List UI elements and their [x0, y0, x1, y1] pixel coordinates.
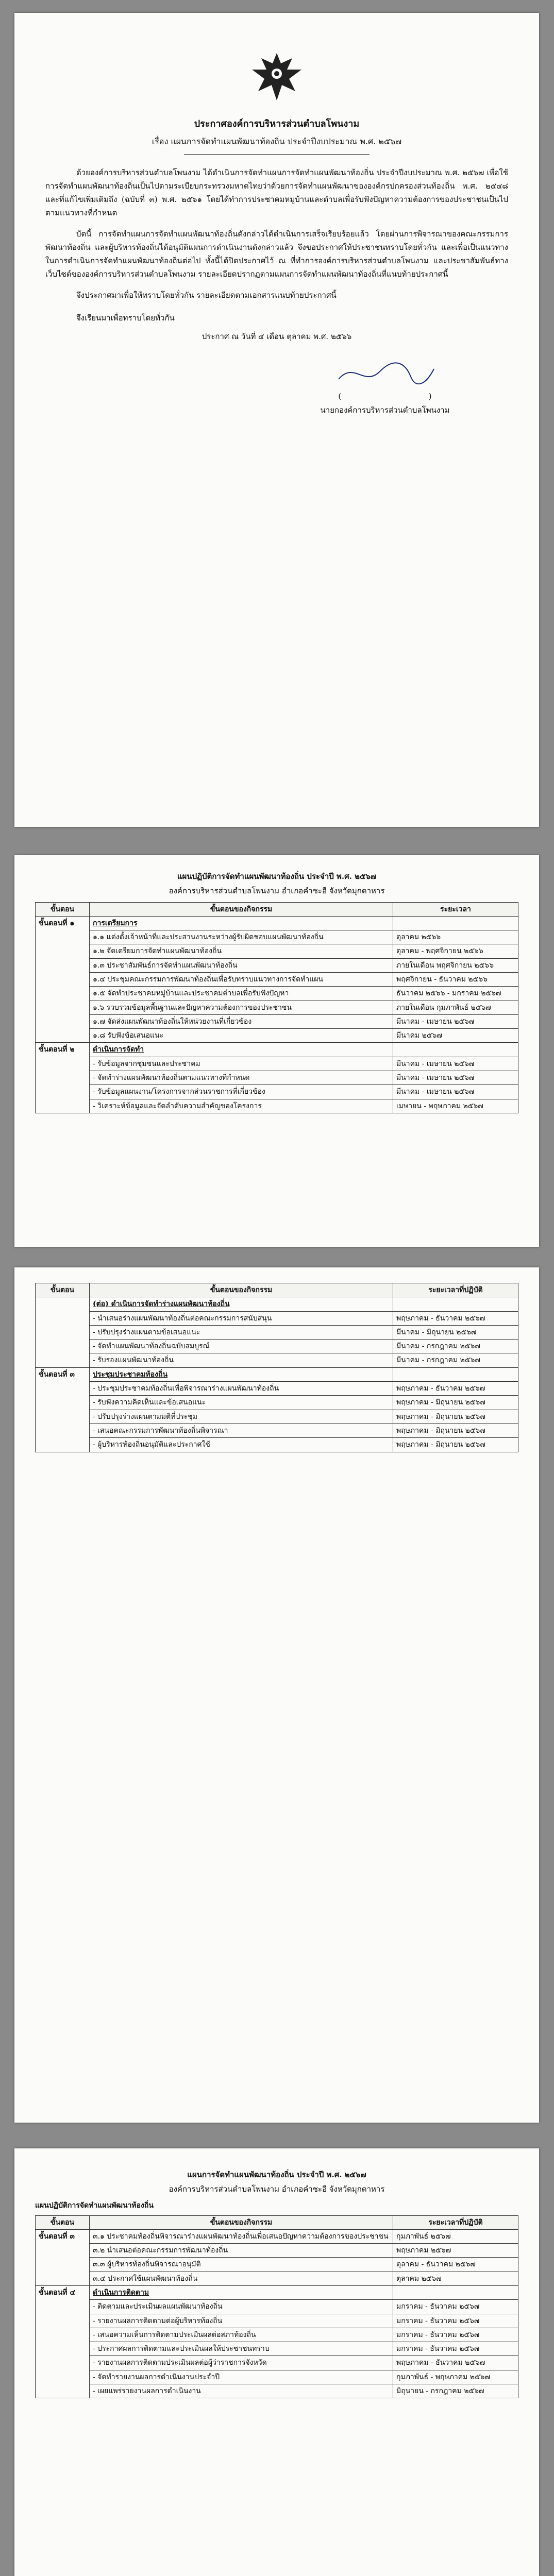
table-row: [36, 1410, 518, 1423]
activity-cell: ๑.๒ จัดเตรียมการจัดทำแผนพัฒนาท้องถิ่น: [90, 944, 393, 958]
table-row: [36, 1353, 518, 1367]
plan-page-2: [14, 1267, 539, 2123]
group-heading-text: ดำเนินการจัดทำ: [93, 1045, 144, 1054]
activity-cell: - จัดทำร่างแผนพัฒนาท้องถิ่นตามแนวทางที่กำหนด: [90, 1071, 393, 1085]
col-activity: ขั้นตอนของกิจกรรม: [90, 1283, 393, 1297]
period-cell: มกราคม - ธันวาคม ๒๕๖๗: [393, 2342, 518, 2356]
col-step: ขั้นตอน: [36, 2215, 90, 2229]
group-heading: [90, 1043, 393, 1057]
table-row: [36, 2370, 518, 2384]
period-cell: มกราคม - ธันวาคม ๒๕๖๗: [393, 2300, 518, 2314]
period-cell: พฤษภาคม - ธันวาคม ๒๕๖๗: [393, 2356, 518, 2370]
table-row: [36, 2356, 518, 2370]
paragraph: จึงประกาศมาเพื่อให้ทราบโดยทั่วกัน รายละเอียดตามเอกสารแนบท้ายประกาศนี้: [76, 290, 337, 300]
group-heading-text: การเตรียมการ: [93, 919, 138, 927]
announcement-subject: เรื่อง แผนการจัดทำแผนพัฒนาท้องถิ่น ประจำปีงบประมาณ พ.ศ. ๒๕๖๗: [152, 136, 402, 146]
period-cell: [393, 2285, 518, 2299]
activity-cell: - ประกาศผลการติดตามและประเมินผลให้ประชาชนทราบ: [90, 2342, 393, 2356]
table-row: [36, 2229, 518, 2243]
plan-subtitle: องค์การบริหารส่วนตำบลโพนงาม อำเภอคำชะอี จังหวัดมุกดาหาร: [169, 886, 385, 896]
col-step: ขั้นตอน: [36, 902, 90, 916]
table-row: [36, 1325, 518, 1339]
period-cell: มีนาคม - มิถุนายน ๒๕๖๗: [393, 1325, 518, 1339]
activity-cell: ๓.๑ ประชาคมท้องถิ่นพิจารณาร่างแผนพัฒนาท้องถิ่นเพื่อเสนอปัญหาความต้องการของประชาชน: [90, 2229, 393, 2243]
period-cell: พฤษภาคม - ธันวาคม ๒๕๖๗: [393, 1382, 518, 1396]
activity-cell: - เสนอคณะกรรมการพัฒนาท้องถิ่นพิจารณา: [90, 1423, 393, 1437]
table-row: [36, 2328, 518, 2342]
table-row: [36, 2384, 518, 2398]
table-row: [36, 987, 518, 1001]
activity-cell: - เสนอความเห็นการติดตามประเมินผลต่อสภาท้องถิ่น: [90, 2328, 393, 2342]
step-label: ขั้นตอนที่ ๓: [36, 1367, 90, 1452]
col-period: ระยะเวลาที่ปฏิบัติ: [393, 2215, 518, 2229]
paragraph: บัดนี้ การจัดทำแผนการจัดทำแผนพัฒนาท้องถิ่นดังกล่าวได้ดำเนินการเสร็จเรียบร้อยแล้ว โดยผ่านการพิจารณาของคณะกรรมการพัฒนาท้องถิ่น และผู้บริหารท้องถิ่นได้อนุมัติแผนการดำเนินงานดังกล่าวแล้ว จึงขอประกาศให้ประชาชนทราบโดยทั่วกัน และเพื่อเป็นแนวทางในการดำเนินการจัดทำแผนพัฒนาท้องถิ่นต่อไป ทั้งนี้ได้ปิดประกาศไว้ ณ ที่ทำการองค์การบริหารส่วนตำบลโพนงาม และประชาสัมพันธ์ทางเว็บไซต์ขององค์การบริหารส่วนตำบลโพนงาม รายละเอียดปรากฏตามแผนการจัดทำแผนพัฒนาท้องถิ่นที่แนบท้ายประกาศนี้: [45, 229, 508, 279]
plan-table: [35, 1283, 518, 1452]
table-row: [36, 2258, 518, 2272]
period-cell: มีนาคม - เมษายน ๒๕๖๗: [393, 1014, 518, 1028]
signature-block: [262, 359, 508, 417]
activity-cell: - รับฟังความคิดเห็นและข้อเสนอแนะ: [90, 1396, 393, 1410]
table-row: [36, 2244, 518, 2258]
activity-cell: - รับข้อมูลจากชุมชนและประชาคม: [90, 1057, 393, 1071]
activity-cell: - รายงานผลการติดตามประเมินผลต่อผู้ว่าราชการจังหวัด: [90, 2356, 393, 2370]
step-label: ขั้นตอนที่ ๔: [36, 2285, 90, 2398]
activity-cell: - นำเสนอร่างแผนพัฒนาท้องถิ่นต่อคณะกรรมการสนับสนุน: [90, 1311, 393, 1325]
step-label: ขั้นตอนที่ ๑: [36, 916, 90, 1043]
announcement-date: ประกาศ ณ วันที่ ๔ เดือน ตุลาคม พ.ศ. ๒๕๖๖: [202, 332, 352, 341]
activity-cell: - ประชุมประชาคมท้องถิ่นเพื่อพิจารณาร่างแผนพัฒนาท้องถิ่น: [90, 1382, 393, 1396]
period-cell: มีนาคม - กรกฎาคม ๒๕๖๗: [393, 1340, 518, 1353]
plan2-label: แผนปฏิบัติการจัดทำแผนพัฒนาท้องถิ่น: [35, 2201, 154, 2210]
period-cell: มิถุนายน - กรกฎาคม ๒๕๖๗: [393, 2384, 518, 2398]
activity-cell: - รายงานผลการติดตามต่อผู้บริหารท้องถิ่น: [90, 2314, 393, 2328]
period-cell: มกราคม - ธันวาคม ๒๕๖๗: [393, 2328, 518, 2342]
period-cell: กุมภาพันธ์ ๒๕๖๗: [393, 2229, 518, 2243]
period-cell: [393, 1297, 518, 1311]
period-cell: พฤศจิกายน - ธันวาคม ๒๕๖๖: [393, 972, 518, 986]
period-cell: ภายในเดือน พฤศจิกายน ๒๕๖๖: [393, 958, 518, 972]
table-row: [36, 1071, 518, 1085]
period-cell: มีนาคม - เมษายน ๒๕๖๗: [393, 1057, 518, 1071]
activity-cell: ๓.๒ นำเสนอต่อคณะกรรมการพัฒนาท้องถิ่น: [90, 2244, 393, 2258]
period-cell: ตุลาคม ๒๕๖๖: [393, 930, 518, 944]
table-row: [36, 1014, 518, 1028]
period-cell: พฤษภาคม - ธันวาคม ๒๕๖๗: [393, 1311, 518, 1325]
period-cell: มีนาคม - เมษายน ๒๕๖๗: [393, 1071, 518, 1085]
signer-name: ( ): [338, 392, 432, 401]
period-cell: พฤษภาคม - มิถุนายน ๒๕๖๗: [393, 1438, 518, 1452]
period-cell: ตุลาคม ๒๕๖๗: [393, 2272, 518, 2285]
period-cell: พฤษภาคม - มิถุนายน ๒๕๖๗: [393, 1423, 518, 1437]
activity-cell: ๑.๑ แต่งตั้งเจ้าหน้าที่และประสานงานระหว่างผู้รับผิดชอบแผนพัฒนาท้องถิ่น: [90, 930, 393, 944]
table-row: [36, 2285, 518, 2299]
table-row: [36, 944, 518, 958]
step-label: [36, 1297, 90, 1367]
garuda-emblem-icon: [246, 49, 308, 106]
activity-cell: - จัดทำแผนพัฒนาท้องถิ่นฉบับสมบูรณ์: [90, 1340, 393, 1353]
plan-title: แผนปฏิบัติการจัดทำแผนพัฒนาท้องถิ่น ประจำปี พ.ศ. ๒๕๖๗: [177, 872, 377, 881]
activity-cell: ๓.๔ ประกาศใช้แผนพัฒนาท้องถิ่น: [90, 2272, 393, 2285]
col-period: ระยะเวลา: [393, 902, 518, 916]
col-activity: ขั้นตอนของกิจกรรม: [90, 902, 393, 916]
period-cell: มกราคม - ธันวาคม ๒๕๖๗: [393, 2314, 518, 2328]
col-step: ขั้นตอน: [36, 1283, 90, 1297]
step-label: ขั้นตอนที่ ๓: [36, 2229, 90, 2285]
period-cell: มีนาคม - กรกฎาคม ๒๕๖๗: [393, 1353, 518, 1367]
table-row: [36, 1340, 518, 1353]
period-cell: ตุลาคม - พฤศจิกายน ๒๕๖๖: [393, 944, 518, 958]
table-row: [36, 1029, 518, 1043]
activity-cell: ๑.๓ ประชาสัมพันธ์การจัดทำแผนพัฒนาท้องถิ่น: [90, 958, 393, 972]
table-row: [36, 972, 518, 986]
group-heading: [90, 916, 393, 930]
table-row: [36, 930, 518, 944]
period-cell: มีนาคม - เมษายน ๒๕๖๗: [393, 1085, 518, 1099]
group-heading-text: ประชุมประชาคมท้องถิ่น: [93, 1370, 168, 1379]
period-cell: [393, 1367, 518, 1381]
group-heading-text: ดำเนินการติดตาม: [93, 2288, 149, 2297]
announcement-org: ประกาศองค์การบริหารส่วนตำบลโพนงาม: [194, 118, 360, 129]
activity-cell: ๑.๘ รับฟังข้อเสนอแนะ: [90, 1029, 393, 1043]
plan2-title: แผนการจัดทำแผนพัฒนาท้องถิ่น ประจำปี พ.ศ. ๒๕๖๗: [187, 2170, 366, 2179]
period-cell: มีนาคม ๒๕๖๗: [393, 1029, 518, 1043]
table-row: [36, 2342, 518, 2356]
signer-title: นายกองค์การบริหารส่วนตำบลโพนงาม: [320, 405, 450, 415]
activity-cell: ๑.๖ รวบรวมข้อมูลพื้นฐานและปัญหาความต้องการของประชาชน: [90, 1001, 393, 1014]
group-heading: [90, 1297, 393, 1311]
activity-cell: - ติดตามและประเมินผลแผนพัฒนาท้องถิ่น: [90, 2300, 393, 2314]
activity-cell: ๑.๕ จัดทำประชาคมหมู่บ้านและประชาคมตำบลเพื่อรับฟังปัญหา: [90, 987, 393, 1001]
group-heading: [90, 2285, 393, 2299]
table-row: [36, 1311, 518, 1325]
activity-cell: - รับรองแผนพัฒนาท้องถิ่น: [90, 1353, 393, 1367]
table-row: [36, 1396, 518, 1410]
table-row: [36, 1099, 518, 1113]
activity-cell: - จัดทำรายงานผลการดำเนินงานประจำปี: [90, 2370, 393, 2384]
period-cell: พฤษภาคม - มิถุนายน ๒๕๖๗: [393, 1410, 518, 1423]
closing-notice: จึงเรียนมาเพื่อทราบโดยทั่วกัน: [76, 313, 175, 323]
period-cell: เมษายน - พฤษภาคม ๒๕๖๗: [393, 1099, 518, 1113]
table-row: [36, 1297, 518, 1311]
step-label: ขั้นตอนที่ ๒: [36, 1043, 90, 1113]
activity-cell: ๑.๔ ประชุมคณะกรรมการพัฒนาท้องถิ่นเพื่อรับทราบแนวทางการจัดทำแผน: [90, 972, 393, 986]
plan-page-1: [14, 855, 539, 1247]
activity-cell: - รับข้อมูลแผนงาน/โครงการจากส่วนราชการที่เกี่ยวข้อง: [90, 1085, 393, 1099]
activity-cell: - วิเคราะห์ข้อมูลและจัดลำดับความสำคัญของโครงการ: [90, 1099, 393, 1113]
paragraph: ด้วยองค์การบริหารส่วนตำบลโพนงาม ได้ดำเนินการจัดทำแผนการจัดทำแผนพัฒนาท้องถิ่น ประจำปีงบประมาณ พ.ศ. ๒๕๖๗ เพื่อใช้การจัดทำแผนพัฒนาท้องถิ่นเป็นไปตามระเบียบกระทรวงมหาดไทยว่าด้วยการจัดทำแผนพัฒนาขององค์กรปกครองส่วนท้องถิ่น พ.ศ. ๒๕๔๘ และที่แก้ไขเพิ่มเติมถึง (ฉบับที่ ๓) พ.ศ. ๒๕๖๑ โดยได้ทำการประชาคมหมู่บ้านและตำบลเพื่อรับฟังปัญหาความต้องการของประชาชนเป็นไปตามแนวทางที่กำหนด: [45, 167, 508, 218]
table-row: [36, 1001, 518, 1014]
period-cell: พฤษภาคม ๒๕๖๗: [393, 2244, 518, 2258]
group-heading: [90, 1367, 393, 1381]
activity-cell: ๓.๓ ผู้บริหารท้องถิ่นพิจารณาอนุมัติ: [90, 2258, 393, 2272]
plan-page-3: [14, 2148, 539, 2576]
activity-cell: - ปรับปรุงร่างแผนตามข้อเสนอแนะ: [90, 1325, 393, 1339]
plan2-subtitle: องค์การบริหารส่วนตำบลโพนงาม อำเภอคำชะอี จังหวัดมุกดาหาร: [169, 2184, 385, 2194]
table-row: [36, 1382, 518, 1396]
table-row: [36, 958, 518, 972]
announcement-page: [14, 13, 539, 827]
plan-table: [35, 2215, 518, 2399]
table-row: [36, 1043, 518, 1057]
table-row: [36, 1085, 518, 1099]
activity-cell: - ปรับปรุงร่างแผนตามมติที่ประชุม: [90, 1410, 393, 1423]
table-row: [36, 2272, 518, 2285]
signature-icon: [333, 359, 437, 389]
table-row: [36, 1367, 518, 1381]
group-heading-text: (ต่อ) ดำเนินการจัดทำร่างแผนพัฒนาท้องถิ่น: [93, 1300, 230, 1309]
table-row: [36, 1438, 518, 1452]
table-row: [36, 916, 518, 930]
col-activity: ขั้นตอนของกิจกรรม: [90, 2215, 393, 2229]
period-cell: ตุลาคม - ธันวาคม ๒๕๖๗: [393, 2258, 518, 2272]
table-row: [36, 1057, 518, 1071]
period-cell: [393, 916, 518, 930]
table-row: [36, 2300, 518, 2314]
activity-cell: - ผู้บริหารท้องถิ่นอนุมัติและประกาศใช้: [90, 1438, 393, 1452]
period-cell: ภายในเดือน กุมภาพันธ์ ๒๕๖๗: [393, 1001, 518, 1014]
plan-table: [35, 902, 518, 1113]
table-row: [36, 2314, 518, 2328]
period-cell: พฤษภาคม - มิถุนายน ๒๕๖๗: [393, 1396, 518, 1410]
divider: [184, 154, 369, 155]
period-cell: ธันวาคม ๒๕๖๖ - มกราคม ๒๕๖๗: [393, 987, 518, 1001]
period-cell: กุมภาพันธ์ - พฤษภาคม ๒๕๖๗: [393, 2370, 518, 2384]
table-row: [36, 1423, 518, 1437]
activity-cell: - เผยแพร่รายงานผลการดำเนินงาน: [90, 2384, 393, 2398]
activity-cell: ๑.๗ จัดส่งแผนพัฒนาท้องถิ่นให้หน่วยงานที่เกี่ยวข้อง: [90, 1014, 393, 1028]
period-cell: [393, 1043, 518, 1057]
col-period: ระยะเวลาที่ปฏิบัติ: [393, 1283, 518, 1297]
